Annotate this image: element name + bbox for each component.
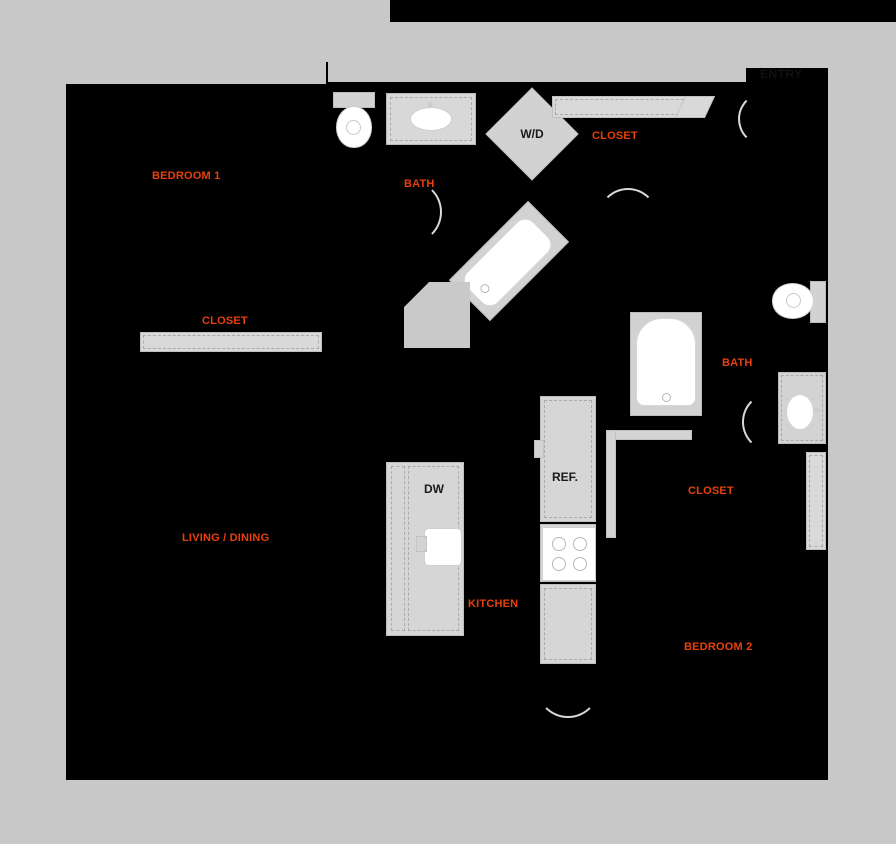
kitchen-counter-lower xyxy=(540,584,596,664)
refrigerator-label: REF. xyxy=(552,470,579,484)
closet-bedroom-two-shelf xyxy=(806,452,826,550)
kitchen-faucet xyxy=(416,536,427,552)
kitchen-sink xyxy=(424,528,462,566)
vanity-bath-one xyxy=(386,93,476,145)
room-label-closet-bedroom-one: CLOSET xyxy=(202,315,248,327)
door-swing-bedroom-two xyxy=(536,654,600,718)
closet-bedroom-one-shelf xyxy=(140,332,322,352)
washer-dryer: W/D xyxy=(492,94,572,174)
refrigerator xyxy=(540,396,596,522)
room-label-closet-bedroom-two: CLOSET xyxy=(688,485,734,497)
room-label-closet-entry: CLOSET xyxy=(592,130,638,142)
door-swing-entry-door xyxy=(738,92,792,146)
entry-label: ENTRY xyxy=(760,67,803,81)
refrigerator-handle xyxy=(534,440,544,458)
room-label-kitchen: KITCHEN xyxy=(468,598,519,610)
room-label-bedroom-two: BEDROOM 2 xyxy=(684,641,753,653)
bathtub-bath-two xyxy=(630,312,702,416)
door-swing-bath-two xyxy=(742,392,802,452)
room-label-bathroom-two: BATH xyxy=(722,357,753,369)
room-label-bedroom-one: BEDROOM 1 xyxy=(152,170,221,182)
toilet-bath-one xyxy=(330,92,376,160)
dishwasher-label: DW xyxy=(424,482,444,496)
top-wall-strip xyxy=(390,0,896,22)
bath-two-partition xyxy=(606,430,692,440)
door-swing-entry xyxy=(598,188,658,248)
plan-notch-left xyxy=(66,62,326,84)
bath-two-partition-vertical xyxy=(606,430,616,538)
room-label-living-dining: LIVING / DINING xyxy=(182,532,270,544)
plan-notch-right xyxy=(328,62,746,82)
toilet-bath-two xyxy=(768,275,826,327)
room-label-bathroom-one: BATH xyxy=(404,178,435,190)
range-stove xyxy=(540,524,596,582)
